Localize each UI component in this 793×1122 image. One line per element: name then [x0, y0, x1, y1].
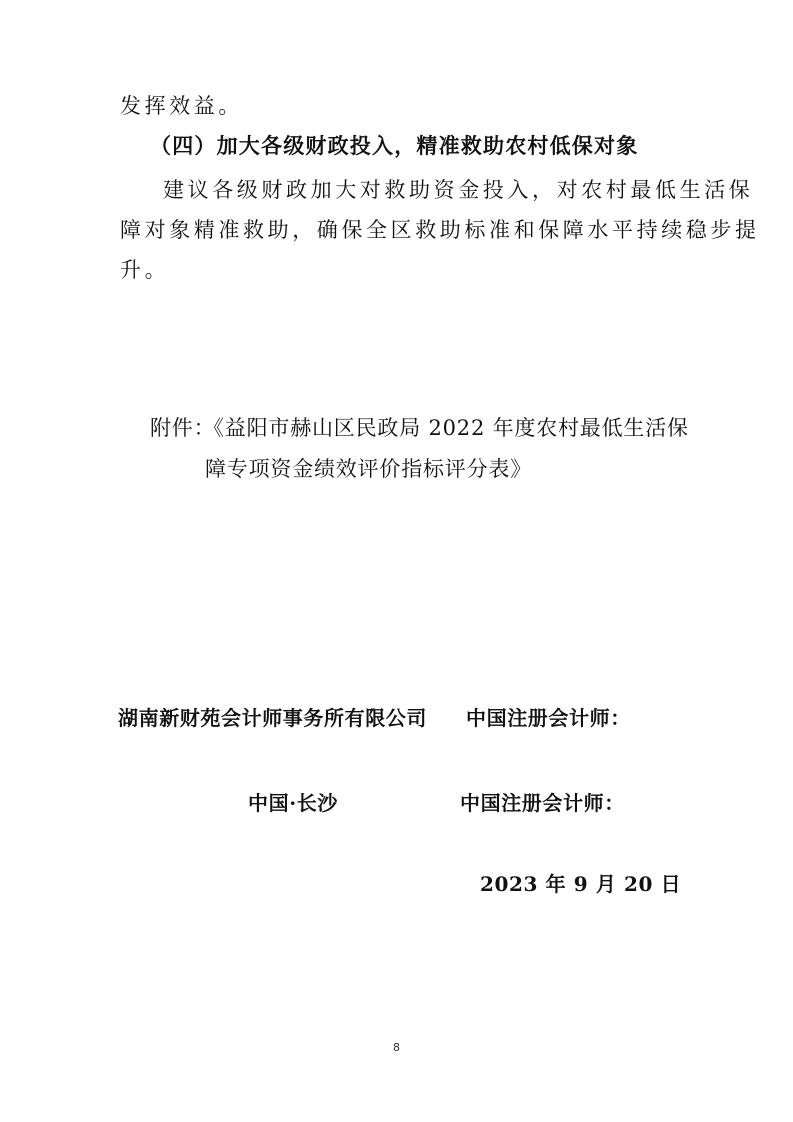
attachment-title-line: 障专项资金绩效评价指标评分表》 — [205, 457, 532, 481]
page-number: 8 — [393, 1041, 400, 1054]
attachment-title-line: 《益阳市赫山区民政局 2022 年度农村最低生活保 — [203, 416, 689, 440]
paragraph-line: 建议各级财政加大对救助资金投入，对农村最低生活保 — [163, 178, 754, 202]
report-date: 2023 年 9 月 20 日 — [480, 872, 682, 896]
cpa-signature-label: 中国注册会计师： — [460, 791, 625, 815]
attachment-label: 附件： — [150, 416, 216, 440]
paragraph-line: 障对象精准救助，确保全区救助标准和保障水平持续稳步提 — [120, 218, 760, 242]
firm-name: 湖南新财苑会计师事务所有限公司 — [118, 706, 427, 730]
section-heading: （四）加大各级财政投入，精准救助农村低保对象 — [150, 133, 639, 158]
continuation-text: 发挥效益。 — [120, 94, 243, 118]
location-text: 中国·长沙 — [248, 791, 338, 815]
paragraph-line: 升。 — [120, 258, 170, 282]
cpa-signature-label: 中国注册会计师： — [466, 706, 631, 730]
